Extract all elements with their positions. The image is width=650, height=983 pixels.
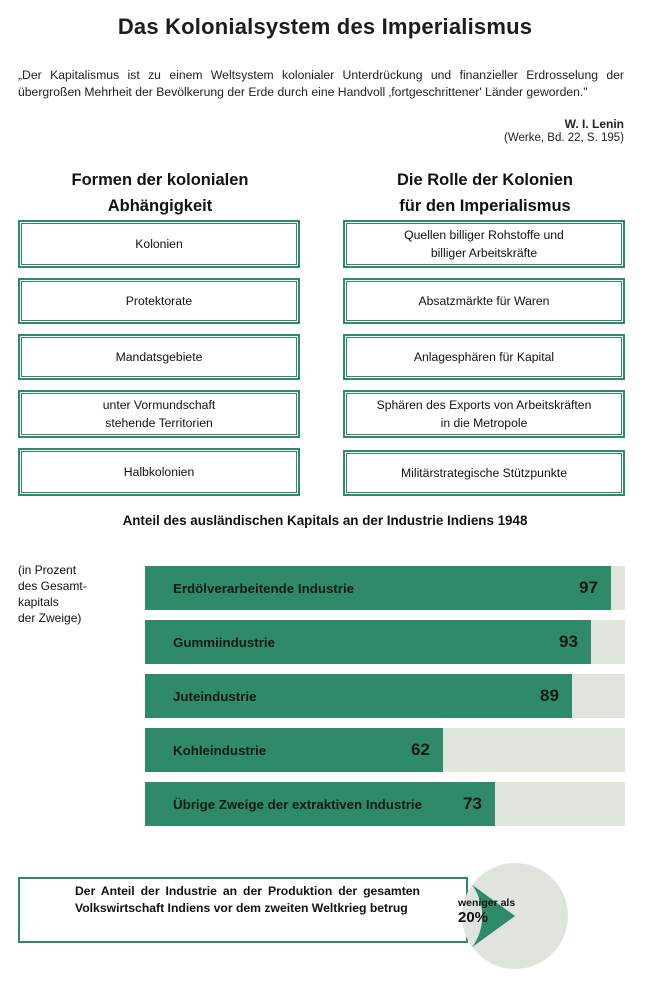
bar-value-label: 73 xyxy=(463,794,482,813)
box-text: Halbkolonien xyxy=(123,465,195,479)
box-text: Anlagesphären für Kapital xyxy=(413,350,555,364)
box-protektorate xyxy=(18,278,300,324)
bar-value-label: 89 xyxy=(540,686,559,705)
bar-track xyxy=(145,674,625,718)
box-mandatsgebiete xyxy=(18,334,300,380)
bar-label: Juteindustrie xyxy=(173,688,257,704)
unit-note-line: der Zweige) xyxy=(18,611,82,625)
industry-share-caption: Der Anteil der Industrie an der Produktion der gesamten Volkswirtschaft Indiens vor dem zweiten Weltkrieg betrug xyxy=(75,884,420,915)
pie-label xyxy=(458,897,515,926)
pie-label-value: 20% xyxy=(458,909,489,926)
left-column-heading xyxy=(10,167,310,219)
bar-track xyxy=(145,620,625,664)
bar-track xyxy=(145,566,625,610)
quote-author: W. I. Lenin xyxy=(564,117,624,131)
right-column-heading xyxy=(335,167,635,219)
chart-title: Anteil des ausländischen Kapitals an der Industrie Indiens 1948 xyxy=(122,513,528,528)
box-kolonien xyxy=(18,220,300,268)
box-text: Militärstrategische Stützpunkte xyxy=(401,466,567,480)
box-text: Absatzmärkte für Waren xyxy=(418,294,550,308)
box-stuetzpunkte xyxy=(343,450,625,496)
unit-note-line: des Gesamt- xyxy=(18,579,87,593)
page-title: Das Kolonialsystem des Imperialismus xyxy=(117,14,533,39)
box-text: in die Metropole xyxy=(440,416,528,430)
bar-track xyxy=(145,728,625,772)
unit-note-line: (in Prozent xyxy=(18,563,77,577)
box-text: unter Vormundschaft xyxy=(102,398,216,412)
box-text: billiger Arbeitskräfte xyxy=(430,246,538,260)
bar-label: Gummiindustrie xyxy=(173,634,275,650)
box-text: Kolonien xyxy=(135,237,183,251)
box-halbkolonien xyxy=(18,448,300,496)
left-heading-line: Abhängigkeit xyxy=(107,197,213,215)
box-rohstoffe xyxy=(343,220,625,268)
box-text: Quellen billiger Rohstoffe und xyxy=(404,228,564,242)
bar-label: Übrige Zweige der extraktiven Industrie xyxy=(173,796,423,812)
bar-value-label: 97 xyxy=(579,578,598,597)
box-text: Sphären des Exports von Arbeitskräften xyxy=(376,398,592,412)
box-text: Protektorate xyxy=(125,294,193,308)
box-vormundschaft xyxy=(18,390,300,438)
unit-note xyxy=(18,562,87,626)
right-heading-line: für den Imperialismus xyxy=(399,197,571,215)
unit-note-line: kapitals xyxy=(18,595,59,609)
left-heading-line: Formen der kolonialen xyxy=(71,171,249,189)
quote-source: (Werke, Bd. 22, S. 195) xyxy=(504,132,624,144)
box-anlagesphaeren xyxy=(343,334,625,380)
bar-value-label: 93 xyxy=(559,632,578,651)
box-text: Mandatsgebiete xyxy=(115,350,203,364)
right-heading-line: Die Rolle der Kolonien xyxy=(396,171,574,189)
pie-label-prefix: weniger als xyxy=(458,897,516,909)
bar-track xyxy=(145,782,625,826)
bar-value-label: 62 xyxy=(411,740,430,759)
bar-label: Erdölverarbeitende Industrie xyxy=(173,580,355,596)
lenin-quote: „Der Kapitalismus ist zu einem Weltsystem kolonialer Unterdrückung und finanzieller Erdrosselung der übergroßen Mehrheit der Bevölkerung der Erde durch eine Handvoll ‚fortgeschrittener' Länder geworden." xyxy=(18,68,624,99)
box-text: stehende Territorien xyxy=(105,416,213,430)
box-export-arbeitskraefte xyxy=(343,390,625,438)
bar-label: Kohleindustrie xyxy=(173,742,267,758)
box-absatzmaerkte xyxy=(343,278,625,324)
